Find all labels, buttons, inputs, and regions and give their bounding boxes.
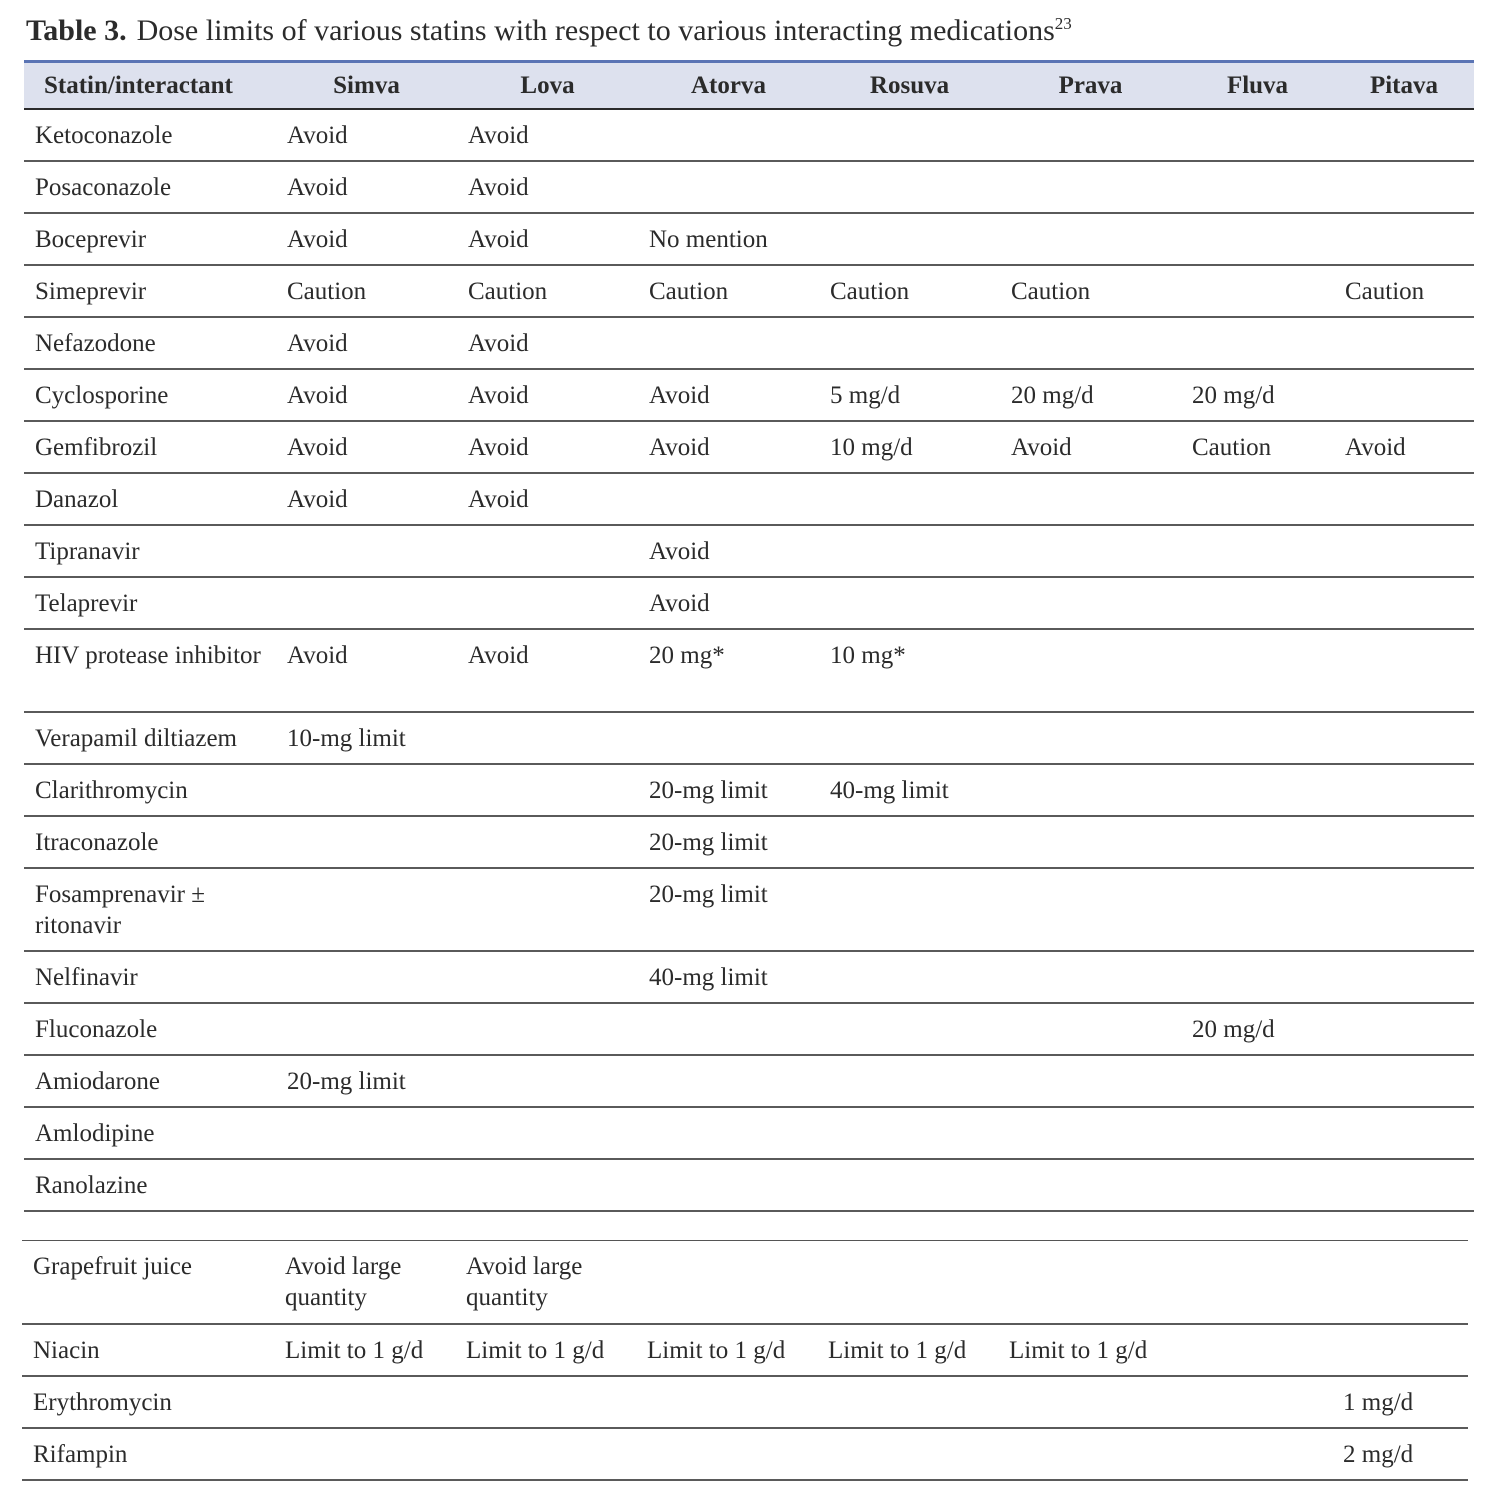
cell-interactant: Clarithromycin xyxy=(24,764,276,816)
cell-interactant: HIV protease inhibitor xyxy=(24,629,276,712)
cell-interactant: Grapefruit juice xyxy=(22,1241,274,1324)
cell-fluva xyxy=(1181,816,1334,868)
cell-pitava xyxy=(1334,1107,1474,1159)
cell-rosuva xyxy=(819,951,1000,1003)
cell-lova: Limit to 1 g/d xyxy=(455,1324,636,1376)
cell-fluva xyxy=(1181,1055,1334,1107)
table-row xyxy=(24,1055,1474,1107)
cell-atorva: No mention xyxy=(638,213,819,265)
cell-pitava xyxy=(1334,317,1474,369)
table-caption xyxy=(26,14,1072,48)
cell-interactant: Cyclosporine xyxy=(24,369,276,421)
cell-interactant: Itraconazole xyxy=(24,816,276,868)
cell-lova xyxy=(457,577,638,629)
cell-fluva xyxy=(1181,265,1334,317)
col-header-lova: Lova xyxy=(457,62,638,110)
cell-atorva: Avoid xyxy=(638,369,819,421)
cell-prava xyxy=(998,1428,1179,1480)
cell-simva xyxy=(276,868,457,951)
cell-interactant: Boceprevir xyxy=(24,213,276,265)
cell-prava xyxy=(1000,764,1181,816)
cell-rosuva xyxy=(819,1159,1000,1211)
cell-pitava xyxy=(1334,1055,1474,1107)
cell-lova xyxy=(455,1428,636,1480)
table-row xyxy=(24,369,1474,421)
cell-simva: Avoid xyxy=(276,369,457,421)
cell-rosuva xyxy=(817,1241,998,1324)
cell-lova: Avoid xyxy=(457,213,638,265)
cell-prava xyxy=(1000,629,1181,712)
cell-rosuva xyxy=(819,525,1000,577)
cell-lova xyxy=(457,1159,638,1211)
cell-rosuva xyxy=(819,213,1000,265)
cell-fluva: 20 mg/d xyxy=(1181,1003,1334,1055)
table-row xyxy=(24,421,1474,473)
cell-pitava xyxy=(1334,764,1474,816)
cell-rosuva xyxy=(819,317,1000,369)
cell-lova xyxy=(457,816,638,868)
cell-atorva: Avoid xyxy=(638,577,819,629)
cell-fluva xyxy=(1181,473,1334,525)
table-row xyxy=(22,1241,1468,1324)
cell-rosuva xyxy=(819,1107,1000,1159)
statin-interaction-table-continued xyxy=(22,1240,1468,1481)
cell-simva xyxy=(276,577,457,629)
cell-prava xyxy=(1000,712,1181,764)
cell-simva: Avoid large quantity xyxy=(274,1241,455,1324)
cell-lova xyxy=(455,1376,636,1428)
cell-pitava xyxy=(1334,816,1474,868)
cell-fluva xyxy=(1179,1324,1332,1376)
cell-prava xyxy=(1000,1055,1181,1107)
cell-simva: Caution xyxy=(276,265,457,317)
cell-simva: 20-mg limit xyxy=(276,1055,457,1107)
caption-label: Table 3. xyxy=(26,14,127,47)
cell-lova xyxy=(457,1107,638,1159)
cell-simva xyxy=(276,816,457,868)
cell-pitava: Avoid xyxy=(1334,421,1474,473)
cell-rosuva xyxy=(819,473,1000,525)
cell-atorva: Caution xyxy=(638,265,819,317)
cell-interactant: Nefazodone xyxy=(24,317,276,369)
cell-lova: Avoid xyxy=(457,109,638,161)
cell-simva xyxy=(276,764,457,816)
cell-rosuva xyxy=(819,816,1000,868)
cell-fluva xyxy=(1181,1107,1334,1159)
cell-simva: Limit to 1 g/d xyxy=(274,1324,455,1376)
cell-prava: Avoid xyxy=(1000,421,1181,473)
cell-fluva xyxy=(1179,1376,1332,1428)
cell-simva: 10-mg limit xyxy=(276,712,457,764)
cell-lova: Avoid xyxy=(457,161,638,213)
cell-rosuva: 10 mg* xyxy=(819,629,1000,712)
cell-interactant: Telaprevir xyxy=(24,577,276,629)
cell-simva: Avoid xyxy=(276,213,457,265)
cell-prava xyxy=(1000,816,1181,868)
cell-pitava xyxy=(1334,951,1474,1003)
cell-atorva: 40-mg limit xyxy=(638,951,819,1003)
cell-prava xyxy=(998,1241,1179,1324)
cell-simva: Avoid xyxy=(276,629,457,712)
cell-simva xyxy=(276,1107,457,1159)
cell-simva xyxy=(276,1003,457,1055)
col-header-pitava: Pitava xyxy=(1334,62,1474,110)
cell-lova xyxy=(457,1003,638,1055)
cell-lova: Avoid xyxy=(457,629,638,712)
cell-simva xyxy=(276,951,457,1003)
cell-lova: Avoid xyxy=(457,421,638,473)
cell-prava: 20 mg/d xyxy=(1000,369,1181,421)
table-row xyxy=(24,1159,1474,1211)
table-row xyxy=(22,1324,1468,1376)
cell-atorva xyxy=(638,1107,819,1159)
cell-atorva xyxy=(638,712,819,764)
cell-atorva xyxy=(636,1241,817,1324)
cell-lova: Avoid xyxy=(457,317,638,369)
cell-prava xyxy=(1000,525,1181,577)
col-header-statin-interactant: Statin/interactant xyxy=(24,62,276,110)
table-row xyxy=(22,1376,1468,1428)
cell-rosuva xyxy=(819,109,1000,161)
cell-fluva: Caution xyxy=(1181,421,1334,473)
cell-pitava xyxy=(1334,369,1474,421)
cell-atorva xyxy=(638,1159,819,1211)
table-row xyxy=(22,1428,1468,1480)
table-row xyxy=(24,109,1474,161)
cell-pitava: Caution xyxy=(1334,265,1474,317)
cell-simva xyxy=(276,525,457,577)
cell-prava xyxy=(1000,577,1181,629)
cell-fluva xyxy=(1181,317,1334,369)
cell-simva: Avoid xyxy=(276,421,457,473)
cell-prava xyxy=(1000,951,1181,1003)
cell-fluva xyxy=(1181,577,1334,629)
cell-interactant: Gemfibrozil xyxy=(24,421,276,473)
cell-fluva xyxy=(1179,1428,1332,1480)
cell-atorva xyxy=(638,1003,819,1055)
cell-interactant: Danazol xyxy=(24,473,276,525)
cell-prava: Limit to 1 g/d xyxy=(998,1324,1179,1376)
cell-fluva xyxy=(1181,525,1334,577)
cell-lova xyxy=(457,868,638,951)
cell-pitava xyxy=(1334,712,1474,764)
cell-lova: Avoid xyxy=(457,473,638,525)
cell-rosuva: 40-mg limit xyxy=(819,764,1000,816)
cell-rosuva xyxy=(819,712,1000,764)
table-row xyxy=(24,629,1474,712)
cell-rosuva xyxy=(819,1003,1000,1055)
cell-rosuva: Caution xyxy=(819,265,1000,317)
cell-atorva xyxy=(638,317,819,369)
cell-lova: Caution xyxy=(457,265,638,317)
cell-pitava xyxy=(1334,629,1474,712)
cell-simva xyxy=(276,1159,457,1211)
cell-rosuva xyxy=(819,577,1000,629)
cell-rosuva xyxy=(819,1055,1000,1107)
table-row xyxy=(24,213,1474,265)
cell-pitava xyxy=(1334,525,1474,577)
cell-rosuva xyxy=(817,1428,998,1480)
cell-pitava xyxy=(1332,1241,1468,1324)
cell-atorva: Limit to 1 g/d xyxy=(636,1324,817,1376)
cell-atorva: Avoid xyxy=(638,525,819,577)
cell-interactant: Amlodipine xyxy=(24,1107,276,1159)
table-row xyxy=(24,1107,1474,1159)
cell-interactant: Verapamil diltiazem xyxy=(24,712,276,764)
cell-interactant: Simeprevir xyxy=(24,265,276,317)
cell-fluva xyxy=(1181,951,1334,1003)
cell-interactant: Rifampin xyxy=(22,1428,274,1480)
cell-pitava xyxy=(1334,161,1474,213)
table-row xyxy=(24,525,1474,577)
cell-simva xyxy=(274,1376,455,1428)
cell-prava xyxy=(1000,161,1181,213)
cell-pitava xyxy=(1334,868,1474,951)
cell-pitava xyxy=(1334,473,1474,525)
cell-atorva: 20-mg limit xyxy=(638,868,819,951)
cell-interactant: Amiodarone xyxy=(24,1055,276,1107)
cell-interactant: Posaconazole xyxy=(24,161,276,213)
cell-lova: Avoid large quantity xyxy=(455,1241,636,1324)
cell-prava xyxy=(1000,1159,1181,1211)
cell-interactant: Erythromycin xyxy=(22,1376,274,1428)
cell-atorva xyxy=(636,1376,817,1428)
cell-simva xyxy=(274,1428,455,1480)
cell-lova: Avoid xyxy=(457,369,638,421)
cell-simva: Avoid xyxy=(276,317,457,369)
cell-atorva xyxy=(638,473,819,525)
cell-interactant: Fluconazole xyxy=(24,1003,276,1055)
table-row xyxy=(24,712,1474,764)
table-row xyxy=(24,764,1474,816)
table-row xyxy=(24,161,1474,213)
cell-pitava: 1 mg/d xyxy=(1332,1376,1468,1428)
cell-interactant: Ranolazine xyxy=(24,1159,276,1211)
header-row xyxy=(24,62,1474,110)
cell-fluva xyxy=(1181,161,1334,213)
table-row xyxy=(24,317,1474,369)
col-header-rosuva: Rosuva xyxy=(819,62,1000,110)
cell-atorva xyxy=(638,109,819,161)
cell-prava xyxy=(1000,868,1181,951)
table-row xyxy=(24,951,1474,1003)
cell-lova xyxy=(457,525,638,577)
table-row xyxy=(24,473,1474,525)
cell-atorva xyxy=(638,1055,819,1107)
cell-prava xyxy=(1000,109,1181,161)
cell-fluva xyxy=(1181,629,1334,712)
cell-pitava xyxy=(1334,577,1474,629)
cell-lova xyxy=(457,1055,638,1107)
cell-lova xyxy=(457,764,638,816)
table-row xyxy=(24,265,1474,317)
cell-rosuva: Limit to 1 g/d xyxy=(817,1324,998,1376)
cell-simva: Avoid xyxy=(276,161,457,213)
table-row xyxy=(24,816,1474,868)
cell-lova xyxy=(457,712,638,764)
table-row xyxy=(24,1003,1474,1055)
cell-pitava: 2 mg/d xyxy=(1332,1428,1468,1480)
cell-interactant: Fosamprenavir ± ritonavir xyxy=(24,868,276,951)
cell-pitava xyxy=(1332,1324,1468,1376)
table-row xyxy=(24,868,1474,951)
cell-rosuva: 10 mg/d xyxy=(819,421,1000,473)
cell-atorva xyxy=(638,161,819,213)
cell-rosuva xyxy=(819,868,1000,951)
cell-interactant: Nelfinavir xyxy=(24,951,276,1003)
cell-fluva xyxy=(1181,109,1334,161)
cell-prava xyxy=(1000,317,1181,369)
cell-pitava xyxy=(1334,109,1474,161)
cell-simva: Avoid xyxy=(276,473,457,525)
col-header-prava: Prava xyxy=(1000,62,1181,110)
cell-atorva xyxy=(636,1428,817,1480)
cell-rosuva xyxy=(817,1376,998,1428)
cell-lova xyxy=(457,951,638,1003)
cell-prava xyxy=(998,1376,1179,1428)
cell-rosuva: 5 mg/d xyxy=(819,369,1000,421)
cell-prava xyxy=(1000,213,1181,265)
cell-prava xyxy=(1000,1107,1181,1159)
cell-interactant: Ketoconazole xyxy=(24,109,276,161)
cell-pitava xyxy=(1334,213,1474,265)
cell-pitava xyxy=(1334,1003,1474,1055)
cell-fluva xyxy=(1181,868,1334,951)
cell-interactant: Tipranavir xyxy=(24,525,276,577)
col-header-fluva: Fluva xyxy=(1181,62,1334,110)
statin-interaction-table xyxy=(24,60,1474,1212)
cell-atorva: Avoid xyxy=(638,421,819,473)
cell-fluva xyxy=(1181,764,1334,816)
cell-fluva xyxy=(1181,213,1334,265)
cell-fluva xyxy=(1179,1241,1332,1324)
cell-fluva xyxy=(1181,712,1334,764)
cell-atorva: 20-mg limit xyxy=(638,816,819,868)
col-header-atorva: Atorva xyxy=(638,62,819,110)
cell-pitava xyxy=(1334,1159,1474,1211)
caption-reference: 23 xyxy=(1054,14,1072,33)
table-row xyxy=(24,577,1474,629)
cell-simva: Avoid xyxy=(276,109,457,161)
cell-prava: Caution xyxy=(1000,265,1181,317)
cell-interactant: Niacin xyxy=(22,1324,274,1376)
cell-fluva: 20 mg/d xyxy=(1181,369,1334,421)
cell-atorva: 20-mg limit xyxy=(638,764,819,816)
cell-atorva: 20 mg* xyxy=(638,629,819,712)
cell-fluva xyxy=(1181,1159,1334,1211)
col-header-simva: Simva xyxy=(276,62,457,110)
cell-prava xyxy=(1000,1003,1181,1055)
cell-prava xyxy=(1000,473,1181,525)
cell-rosuva xyxy=(819,161,1000,213)
caption-text: Dose limits of various statins with respect to various interacting medications xyxy=(136,14,1055,47)
